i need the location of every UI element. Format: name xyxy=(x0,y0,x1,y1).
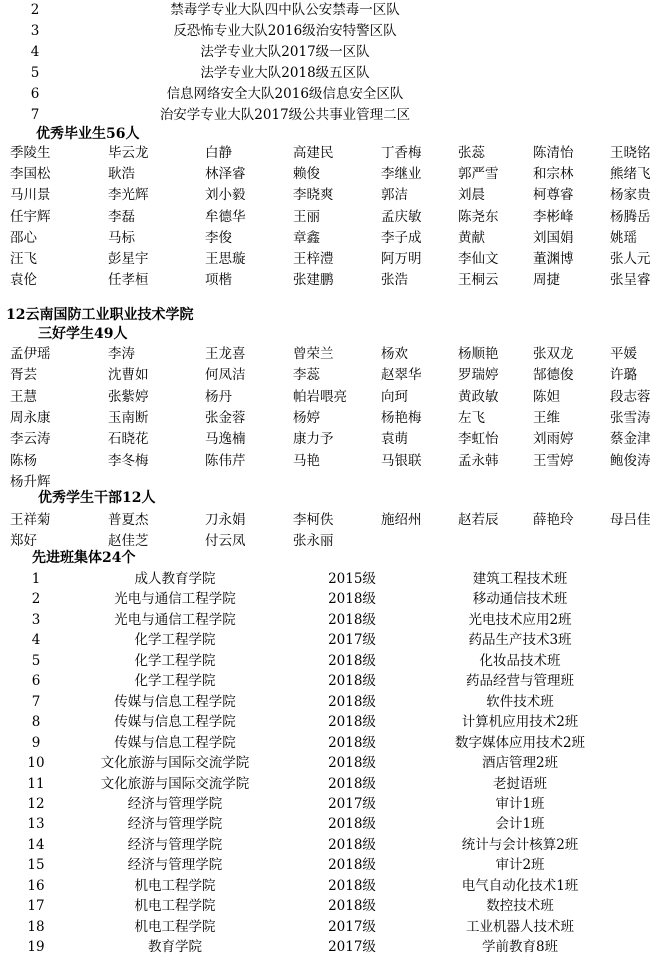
class-number: 13 xyxy=(27,816,45,833)
three-good-student-name: 石晓花 xyxy=(108,431,149,448)
class-number: 12 xyxy=(27,795,45,812)
class-name: 建筑工程技术班 xyxy=(472,571,568,587)
three-good-student-name: 平媛 xyxy=(610,346,637,362)
three-good-student-name: 黄政敏 xyxy=(458,388,499,405)
class-grade: 2018级 xyxy=(328,857,376,874)
class-college: 经济与管理学院 xyxy=(127,836,223,853)
three-good-student-name: 赵翠华 xyxy=(381,367,422,384)
graduate-name: 陈尧东 xyxy=(458,208,499,225)
class-college: 化学工程学院 xyxy=(134,632,216,649)
graduate-name: 李子成 xyxy=(381,229,422,246)
graduate-name: 丁香梅 xyxy=(381,145,422,161)
class-grade: 2018级 xyxy=(328,652,376,669)
three-good-student-name: 向珂 xyxy=(381,388,408,405)
cadre-name: 母吕佳 xyxy=(610,512,651,528)
three-good-student-name: 马银联 xyxy=(381,452,422,469)
three-good-student-name: 王维 xyxy=(533,409,560,426)
cadre-name: 郑好 xyxy=(10,533,37,549)
three-good-student-name: 周永康 xyxy=(10,409,51,426)
graduate-name: 王丽 xyxy=(293,208,320,225)
class-name: 电气自动化技术1班 xyxy=(461,877,579,894)
class-name: 学前教育8班 xyxy=(481,939,559,956)
class-number: 17 xyxy=(27,898,45,915)
graduate-name: 熊绪飞 xyxy=(610,166,651,183)
graduate-name: 李仙文 xyxy=(458,251,499,267)
class-row xyxy=(0,794,658,814)
cadre-name: 薛艳玲 xyxy=(533,512,574,528)
class-name: 酒店管理2班 xyxy=(481,755,559,772)
graduate-name: 刘小毅 xyxy=(205,187,246,204)
graduate-name: 黄献 xyxy=(458,229,485,246)
three-good-student-name: 王雪婷 xyxy=(533,452,574,469)
three-good-student-name: 李涛 xyxy=(108,346,135,362)
graduate-name: 牟德华 xyxy=(205,208,246,225)
cadre-name: 施绍州 xyxy=(381,512,422,528)
three-good-student-name: 孟伊瑶 xyxy=(10,346,51,362)
class-grade: 2018级 xyxy=(328,816,376,833)
three-good-student-name: 张紫婷 xyxy=(108,388,149,405)
class-college: 传媒与信息工程学院 xyxy=(114,693,236,710)
class-row xyxy=(0,835,658,855)
class-row xyxy=(0,937,658,957)
graduate-name: 王梓澧 xyxy=(293,251,334,267)
class-row xyxy=(0,569,658,589)
three-good-student-name: 马艳 xyxy=(293,452,320,469)
class-college: 机电工程学院 xyxy=(134,898,216,915)
class-row xyxy=(0,671,658,691)
three-good-student-name: 沈曹如 xyxy=(108,367,149,384)
graduate-name: 袁伦 xyxy=(10,272,37,289)
class-college: 成人教育学院 xyxy=(134,571,216,587)
class-grade: 2018级 xyxy=(328,734,376,751)
three-good-student-name: 鲍俊涛 xyxy=(610,452,651,469)
graduate-name: 马川景 xyxy=(10,187,51,204)
three-good-student-name: 蔡金津 xyxy=(610,431,651,448)
three-good-student-name: 王慧 xyxy=(10,388,37,405)
cadre-name: 付云凤 xyxy=(205,533,246,549)
three-good-student-name: 段志蓉 xyxy=(610,388,651,405)
graduate-name: 孟庆敏 xyxy=(381,208,422,225)
cadre-name: 刀永娟 xyxy=(205,512,246,528)
class-grade: 2018级 xyxy=(328,836,376,853)
graduate-name: 杨腾岳 xyxy=(610,208,651,225)
class-college: 传媒与信息工程学院 xyxy=(114,714,236,731)
cadre-name: 赵若辰 xyxy=(458,512,499,528)
unit-row xyxy=(0,63,658,84)
graduate-name: 刘国娟 xyxy=(533,229,574,246)
three-good-student-name: 杨艳梅 xyxy=(381,409,422,426)
class-grade: 2017级 xyxy=(328,795,376,812)
three-good-student-name: 玉南断 xyxy=(108,409,149,426)
unit-row xyxy=(0,42,658,63)
three-good-student-name: 左飞 xyxy=(458,409,485,426)
class-name: 药品经营与管理班 xyxy=(466,673,574,690)
three-good-student-name: 刘雨婷 xyxy=(533,431,574,448)
unit-number: 2 xyxy=(30,2,40,18)
three-good-student-name: 胥芸 xyxy=(10,367,37,384)
class-grade: 2018级 xyxy=(328,673,376,690)
graduate-name: 耿浩 xyxy=(108,166,135,183)
graduate-name: 李国松 xyxy=(10,166,51,183)
graduate-name: 张呈睿 xyxy=(610,272,651,289)
unit-row xyxy=(0,0,658,21)
graduate-name: 汪飞 xyxy=(10,251,37,267)
class-number: 18 xyxy=(27,918,45,935)
class-college: 光电与通信工程学院 xyxy=(114,611,236,628)
cadre-name: 王祥菊 xyxy=(10,512,51,528)
cadre-name: 普夏杰 xyxy=(108,512,149,528)
graduate-name: 李彬峰 xyxy=(533,208,574,225)
class-number: 7 xyxy=(31,693,41,710)
graduate-name: 白静 xyxy=(205,145,232,161)
three-good-student-name: 杨欢 xyxy=(381,346,408,362)
class-name: 审计2班 xyxy=(495,857,545,874)
graduates-heading: 优秀毕业生56人 xyxy=(36,126,140,142)
college-title: 12云南国防工业职业技术学院 xyxy=(6,307,194,323)
three-good-student-name: 杨丹 xyxy=(205,388,232,405)
three-good-student-name: 陈杨 xyxy=(10,452,37,469)
class-grade: 2018级 xyxy=(328,755,376,772)
three-good-student-name: 杨升辉 xyxy=(10,473,51,490)
three-good-student-name: 马逸楠 xyxy=(205,431,246,448)
class-college: 机电工程学院 xyxy=(134,877,216,894)
class-grade: 2018级 xyxy=(328,898,376,915)
class-row xyxy=(0,610,658,630)
class-college: 教育学院 xyxy=(148,939,202,956)
three-good-student-name: 李云涛 xyxy=(10,431,51,448)
class-name: 工业机器人技术班 xyxy=(466,918,574,935)
unit-number: 7 xyxy=(30,107,40,123)
class-row xyxy=(0,712,658,732)
class-college: 经济与管理学院 xyxy=(127,857,223,874)
class-row xyxy=(0,733,658,753)
class-number: 14 xyxy=(27,836,45,853)
class-grade: 2017级 xyxy=(328,632,376,649)
graduate-name: 张浩 xyxy=(381,272,408,289)
class-college: 光电与通信工程学院 xyxy=(114,591,236,608)
class-number: 1 xyxy=(31,571,41,587)
graduate-name: 王晓铭 xyxy=(610,145,651,161)
class-row xyxy=(0,896,658,916)
class-grade: 2018级 xyxy=(328,714,376,731)
class-row xyxy=(0,917,658,937)
graduate-name: 陈清怡 xyxy=(533,145,574,161)
class-college: 经济与管理学院 xyxy=(127,816,223,833)
graduate-name: 李俊 xyxy=(205,229,232,246)
graduate-name: 马标 xyxy=(108,229,135,246)
class-name: 会计1班 xyxy=(495,816,545,833)
class-number: 5 xyxy=(31,652,41,669)
three-good-student-name: 罗瑞婷 xyxy=(458,367,499,384)
classes-heading: 先进班集体24个 xyxy=(32,550,136,566)
class-name: 软件技术班 xyxy=(486,693,554,710)
class-number: 9 xyxy=(31,734,41,751)
three-good-student-name: 帕岩喂亮 xyxy=(293,388,347,405)
class-name: 化妆品技术班 xyxy=(479,652,561,669)
graduate-name: 季陵生 xyxy=(10,145,51,161)
class-name: 计算机应用技术2班 xyxy=(461,714,579,731)
unit-number: 6 xyxy=(30,86,40,102)
class-name: 审计1班 xyxy=(495,795,545,812)
class-row xyxy=(0,876,658,896)
graduate-name: 郭严雪 xyxy=(458,166,499,183)
three-good-student-name: 曾荣兰 xyxy=(293,346,334,362)
three-good-student-name: 李蕊 xyxy=(293,367,320,384)
unit-name: 法学专业大队2018级五区队 xyxy=(200,65,370,81)
class-name: 光电技术应用2班 xyxy=(468,611,572,628)
unit-name: 禁毒学专业大队四中队公安禁毒一区队 xyxy=(170,2,400,18)
class-number: 16 xyxy=(27,877,45,894)
graduate-name: 刘晨 xyxy=(458,187,485,204)
unit-number: 5 xyxy=(30,65,40,81)
class-name: 数控技术班 xyxy=(486,898,554,915)
class-grade: 2017级 xyxy=(328,918,376,935)
class-name: 统计与会计核算2班 xyxy=(461,836,579,853)
cadre-name: 李柯佚 xyxy=(293,512,334,528)
unit-name: 信息网络安全大队2016级信息安全区队 xyxy=(166,86,404,102)
three-good-student-name: 郜德俊 xyxy=(533,367,574,384)
three-good-student-name: 杨顺艳 xyxy=(458,346,499,362)
unit-name: 法学专业大队2017级一区队 xyxy=(200,44,370,60)
three-good-student-name: 何凤洁 xyxy=(205,367,246,384)
graduate-name: 任孝桓 xyxy=(108,272,149,289)
class-grade: 2018级 xyxy=(328,611,376,628)
unit-name: 治安学专业大队2017级公共事业管理二区 xyxy=(159,107,411,123)
graduate-name: 阿万明 xyxy=(381,251,422,267)
class-college: 经济与管理学院 xyxy=(127,795,223,812)
unit-row xyxy=(0,105,658,126)
three-good-heading: 三好学生49人 xyxy=(38,326,128,342)
graduate-name: 项楷 xyxy=(205,272,232,289)
three-good-student-name: 许璐 xyxy=(610,367,637,384)
class-number: 4 xyxy=(31,632,41,649)
class-name: 移动通信技术班 xyxy=(472,591,568,608)
class-number: 2 xyxy=(31,591,41,608)
cadre-name: 赵佳芝 xyxy=(108,533,149,549)
unit-number: 3 xyxy=(30,23,40,39)
three-good-student-name: 杨婷 xyxy=(293,409,320,426)
three-good-student-name: 袁萌 xyxy=(381,431,408,448)
graduate-name: 赖俊 xyxy=(293,166,320,183)
graduate-name: 董渊博 xyxy=(533,251,574,267)
graduate-name: 柯尊睿 xyxy=(533,187,574,204)
unit-name: 反恐怖专业大队2016级治安特警区队 xyxy=(173,23,397,39)
class-college: 化学工程学院 xyxy=(134,673,216,690)
class-number: 11 xyxy=(27,775,45,792)
class-number: 10 xyxy=(27,755,45,772)
class-row xyxy=(0,814,658,834)
graduate-name: 邵心 xyxy=(10,229,37,246)
three-good-student-name: 李虹怡 xyxy=(458,431,499,448)
cadre-name: 张永丽 xyxy=(293,533,334,549)
class-name: 药品生产技术3班 xyxy=(468,632,572,649)
graduate-name: 章鑫 xyxy=(293,229,320,246)
class-grade: 2018级 xyxy=(328,877,376,894)
graduate-name: 王桐云 xyxy=(458,272,499,289)
unit-row xyxy=(0,84,658,105)
class-number: 19 xyxy=(27,939,45,956)
class-number: 3 xyxy=(31,611,41,628)
class-row xyxy=(0,651,658,671)
class-college: 文化旅游与国际交流学院 xyxy=(100,775,250,792)
graduate-name: 李晓爽 xyxy=(293,187,334,204)
class-row xyxy=(0,753,658,773)
graduate-name: 李继业 xyxy=(381,166,422,183)
class-number: 6 xyxy=(31,673,41,690)
class-name: 数字媒体应用技术2班 xyxy=(454,734,586,751)
class-grade: 2018级 xyxy=(328,693,376,710)
class-grade: 2018级 xyxy=(328,775,376,792)
three-good-student-name: 王龙喜 xyxy=(205,346,246,362)
class-number: 15 xyxy=(27,857,45,874)
graduate-name: 高建民 xyxy=(293,145,334,161)
class-row xyxy=(0,589,658,609)
class-grade: 2015级 xyxy=(328,571,376,587)
class-row xyxy=(0,855,658,875)
graduate-name: 任宇辉 xyxy=(10,208,51,225)
class-college: 文化旅游与国际交流学院 xyxy=(100,755,250,772)
graduate-name: 张人元 xyxy=(610,251,651,267)
graduate-name: 李光辉 xyxy=(108,187,149,204)
unit-number: 4 xyxy=(30,44,40,60)
graduate-name: 张建鹏 xyxy=(293,272,334,289)
class-college: 机电工程学院 xyxy=(134,918,216,935)
class-row xyxy=(0,692,658,712)
class-row xyxy=(0,630,658,650)
three-good-student-name: 陈伟芹 xyxy=(205,452,246,469)
class-row xyxy=(0,774,658,794)
three-good-student-name: 张雪涛 xyxy=(610,409,651,426)
graduate-name: 李磊 xyxy=(108,208,135,225)
graduate-name: 姚瑶 xyxy=(610,229,637,246)
graduate-name: 郭洁 xyxy=(381,187,408,204)
three-good-student-name: 张双龙 xyxy=(533,346,574,362)
class-number: 8 xyxy=(31,714,41,731)
graduate-name: 王思璇 xyxy=(205,251,246,267)
class-college: 化学工程学院 xyxy=(134,652,216,669)
graduate-name: 毕云龙 xyxy=(108,145,149,161)
graduate-name: 林泽睿 xyxy=(205,166,246,183)
three-good-student-name: 陈妲 xyxy=(533,388,560,405)
three-good-student-name: 李冬梅 xyxy=(108,452,149,469)
three-good-student-name: 张金蓉 xyxy=(205,409,246,426)
class-grade: 2017级 xyxy=(328,939,376,956)
graduate-name: 彭星宇 xyxy=(108,251,149,267)
graduate-name: 张蕊 xyxy=(458,145,485,161)
three-good-student-name: 孟永韩 xyxy=(458,452,499,469)
graduate-name: 周捷 xyxy=(533,272,560,289)
graduate-name: 杨家贵 xyxy=(610,187,651,204)
cadres-heading: 优秀学生干部12人 xyxy=(38,490,156,506)
unit-row xyxy=(0,21,658,42)
class-grade: 2018级 xyxy=(328,591,376,608)
graduate-name: 和宗林 xyxy=(533,166,574,183)
three-good-student-name: 康力予 xyxy=(293,431,334,448)
class-college: 传媒与信息工程学院 xyxy=(114,734,236,751)
class-name: 老挝语班 xyxy=(493,775,547,792)
